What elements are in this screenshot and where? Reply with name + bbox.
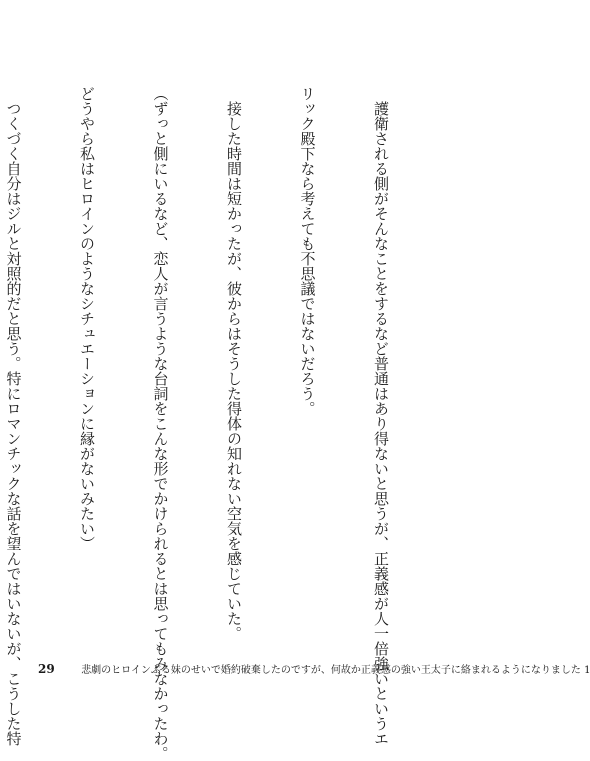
- text-line: （ずっと側にいるなど、恋人が言うような台詞をこんな形でかけられるとは思ってもみなかったわ。: [151, 86, 170, 761]
- text-line: つくづく自分はジルと対照的だと思う。特にロマンチックな話を望んではいないが、こうした特: [4, 101, 23, 746]
- page-footer: [38, 660, 590, 678]
- text-line: 接した時間は短かったが、彼からはそうした得体の知れない空気を感じていた。: [225, 101, 243, 641]
- text-line: 護衛される側がそんなことをするなど普通はあり得ないと思うが、正義感が人一倍強いというエ: [372, 101, 390, 746]
- text-line: どうやら私はヒロインのようなシチュエーションに縁がないみたい）: [78, 86, 96, 551]
- page-number: 29: [38, 662, 55, 676]
- running-title: 悲劇のヒロインぶる妹のせいで婚約破棄したのですが、何故か正義感の強い王太子に絡まれるようになりました 1: [81, 665, 590, 676]
- text-line: リック殿下なら考えても不思議ではないだろう。: [298, 86, 317, 416]
